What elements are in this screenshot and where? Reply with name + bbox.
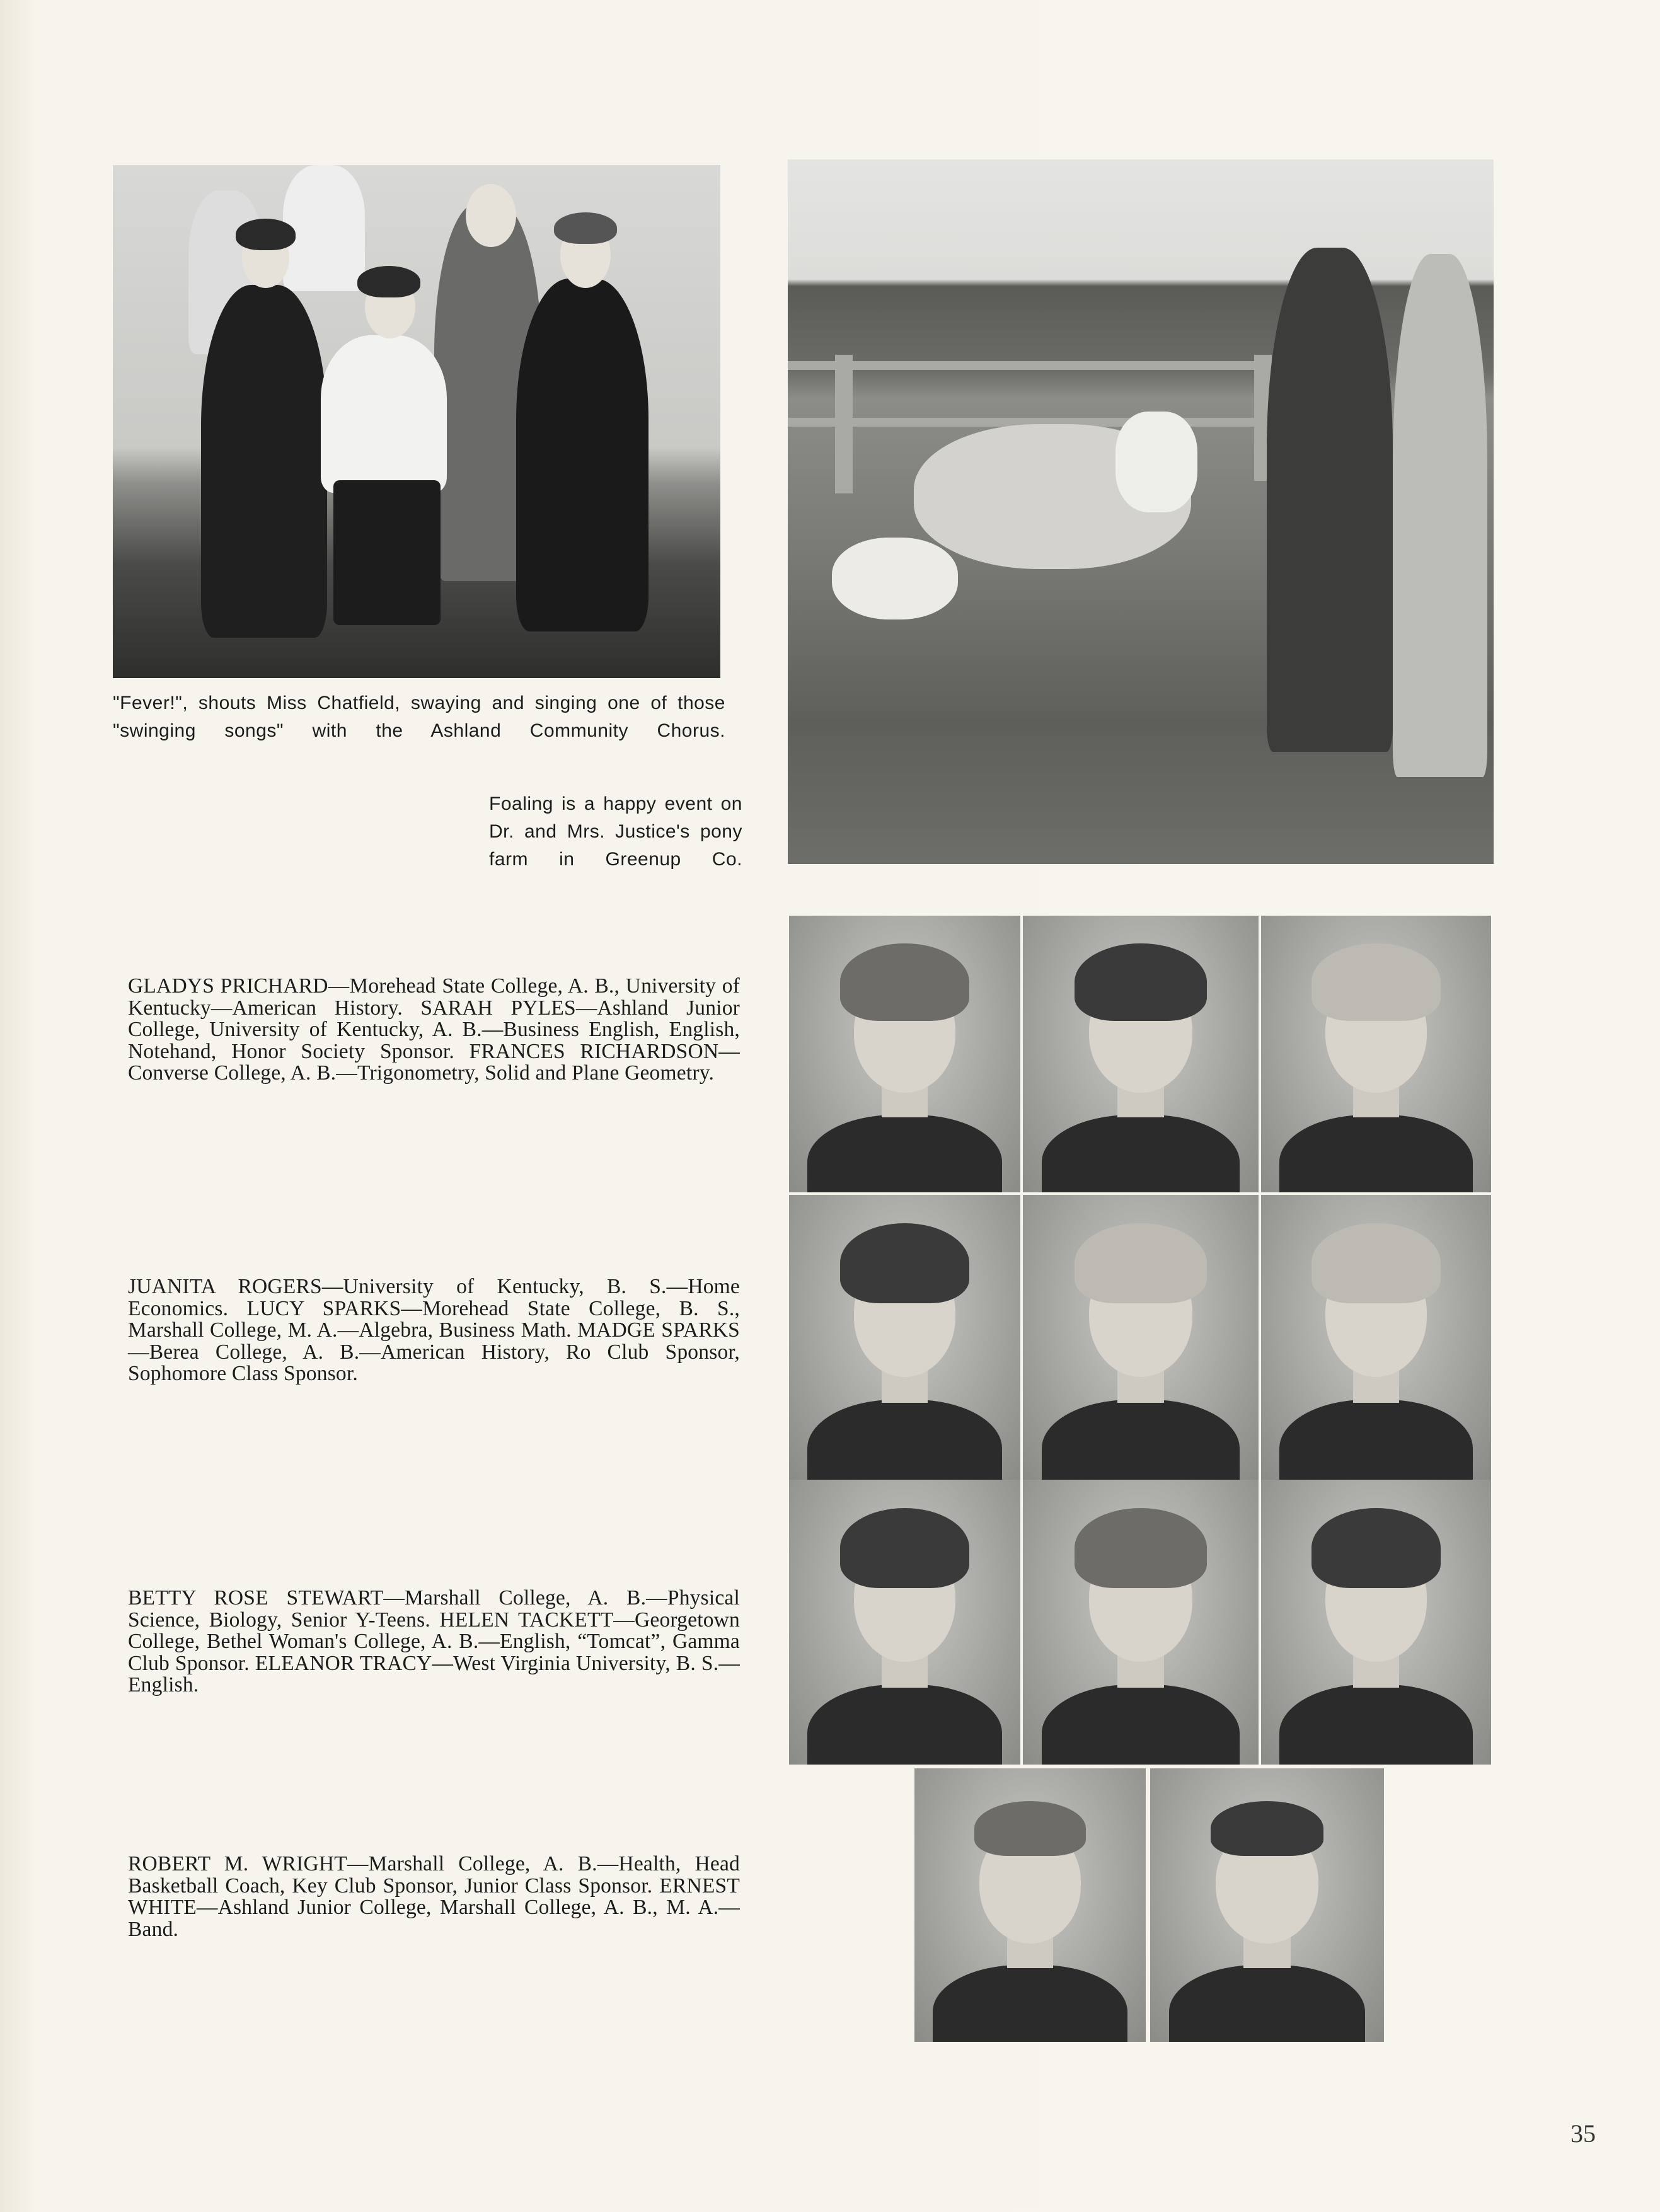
faculty-portrait: [1261, 1480, 1491, 1765]
face: [466, 184, 516, 247]
faculty-portrait: [1023, 1195, 1259, 1480]
body: [1042, 1685, 1240, 1765]
hair: [1311, 1223, 1440, 1303]
hair: [1075, 1508, 1206, 1588]
faculty-portrait: [789, 916, 1020, 1192]
hair: [357, 266, 420, 297]
hair: [1075, 1223, 1206, 1303]
faculty-portrait: [789, 1195, 1020, 1480]
page-number: 35: [1571, 2119, 1596, 2148]
fence-rail: [788, 361, 1292, 370]
hair: [1311, 1508, 1440, 1588]
faculty-bio: GLADYS PRICHARD—Morehead State College, A. B., University of Kentucky—American History. SARAH PYLES—Ashland Junior College, University of Kentucky, A. B.—Business English, English, Notehand, Honor Society Sponsor. FRANCES RICHARDSON—Converse College, A. B.—Trigonometry, Solid and Plane Geometry.: [128, 974, 740, 1085]
foal: [832, 538, 958, 619]
pony-farm-photo: [788, 159, 1494, 864]
faculty-portrait: [1150, 1768, 1384, 2042]
woman-figure: [1267, 248, 1393, 752]
hair: [974, 1801, 1085, 1856]
body: [1169, 1965, 1366, 2042]
body: [807, 1115, 1001, 1192]
hair: [840, 1223, 970, 1303]
pony-farm-caption: Foaling is a happy event on Dr. and Mrs. Justice's pony farm in Greenup Co.: [489, 793, 742, 870]
faculty-portrait: [1023, 1480, 1259, 1765]
body: [933, 1965, 1127, 2042]
chorus-member: [321, 335, 447, 493]
chorus-photo: [113, 165, 720, 678]
faculty-portrait: [1261, 1195, 1491, 1480]
faculty-portrait: [1261, 916, 1491, 1192]
chorus-caption: "Fever!", shouts Miss Chatfield, swaying and singing one of those "swinging songs" with the Ashland Community Chorus.: [113, 693, 725, 741]
faculty-bio: ROBERT M. WRIGHT—Marshall College, A. B.—Health, Head Basketball Coach, Key Club Sponsor, Junior Class Sponsor. ERNEST WHITE—Ashland Junior College, Marshall College, A. B., M. A.—Band.: [128, 1852, 740, 1941]
chorus-member: [333, 480, 441, 625]
man-figure: [1393, 254, 1487, 777]
body: [1279, 1115, 1473, 1192]
faculty-portrait: [789, 1480, 1020, 1765]
body: [1042, 1400, 1240, 1480]
body: [1279, 1685, 1473, 1765]
hair: [840, 1508, 970, 1588]
faculty-portrait: [1023, 916, 1259, 1192]
hair: [1075, 943, 1206, 1021]
hair: [236, 219, 296, 250]
hair: [554, 212, 617, 244]
body: [807, 1685, 1001, 1765]
chorus-member: [201, 285, 327, 638]
faculty-bio: JUANITA ROGERS—University of Kentucky, B. S.—Home Economics. LUCY SPARKS—Morehead State College, B. S., Marshall College, M. A.—Algebra, Business Math. MADGE SPARKS—Berea College, A. B.—American History, Ro Club Sponsor, Sophomore Class Sponsor.: [128, 1275, 740, 1385]
body: [807, 1400, 1001, 1480]
chorus-member: [516, 279, 648, 631]
fence-post: [835, 355, 853, 493]
hair: [1211, 1801, 1323, 1856]
hair: [840, 943, 970, 1021]
hair: [1311, 943, 1440, 1021]
chorus-member: [283, 165, 365, 291]
faculty-bio: BETTY ROSE STEWART—Marshall College, A. B.—Physical Science, Biology, Senior Y-Teens. HELEN TACKETT—Georgetown College, Bethel Woman's College, A. B.—English, “Tomcat”, Gamma Club Sponsor. ELEANOR TRACY—West Virginia University, B. S.—English.: [128, 1586, 740, 1696]
faculty-portrait: [914, 1768, 1146, 2042]
body: [1279, 1400, 1473, 1480]
pony-mane: [1115, 412, 1197, 512]
body: [1042, 1115, 1240, 1192]
